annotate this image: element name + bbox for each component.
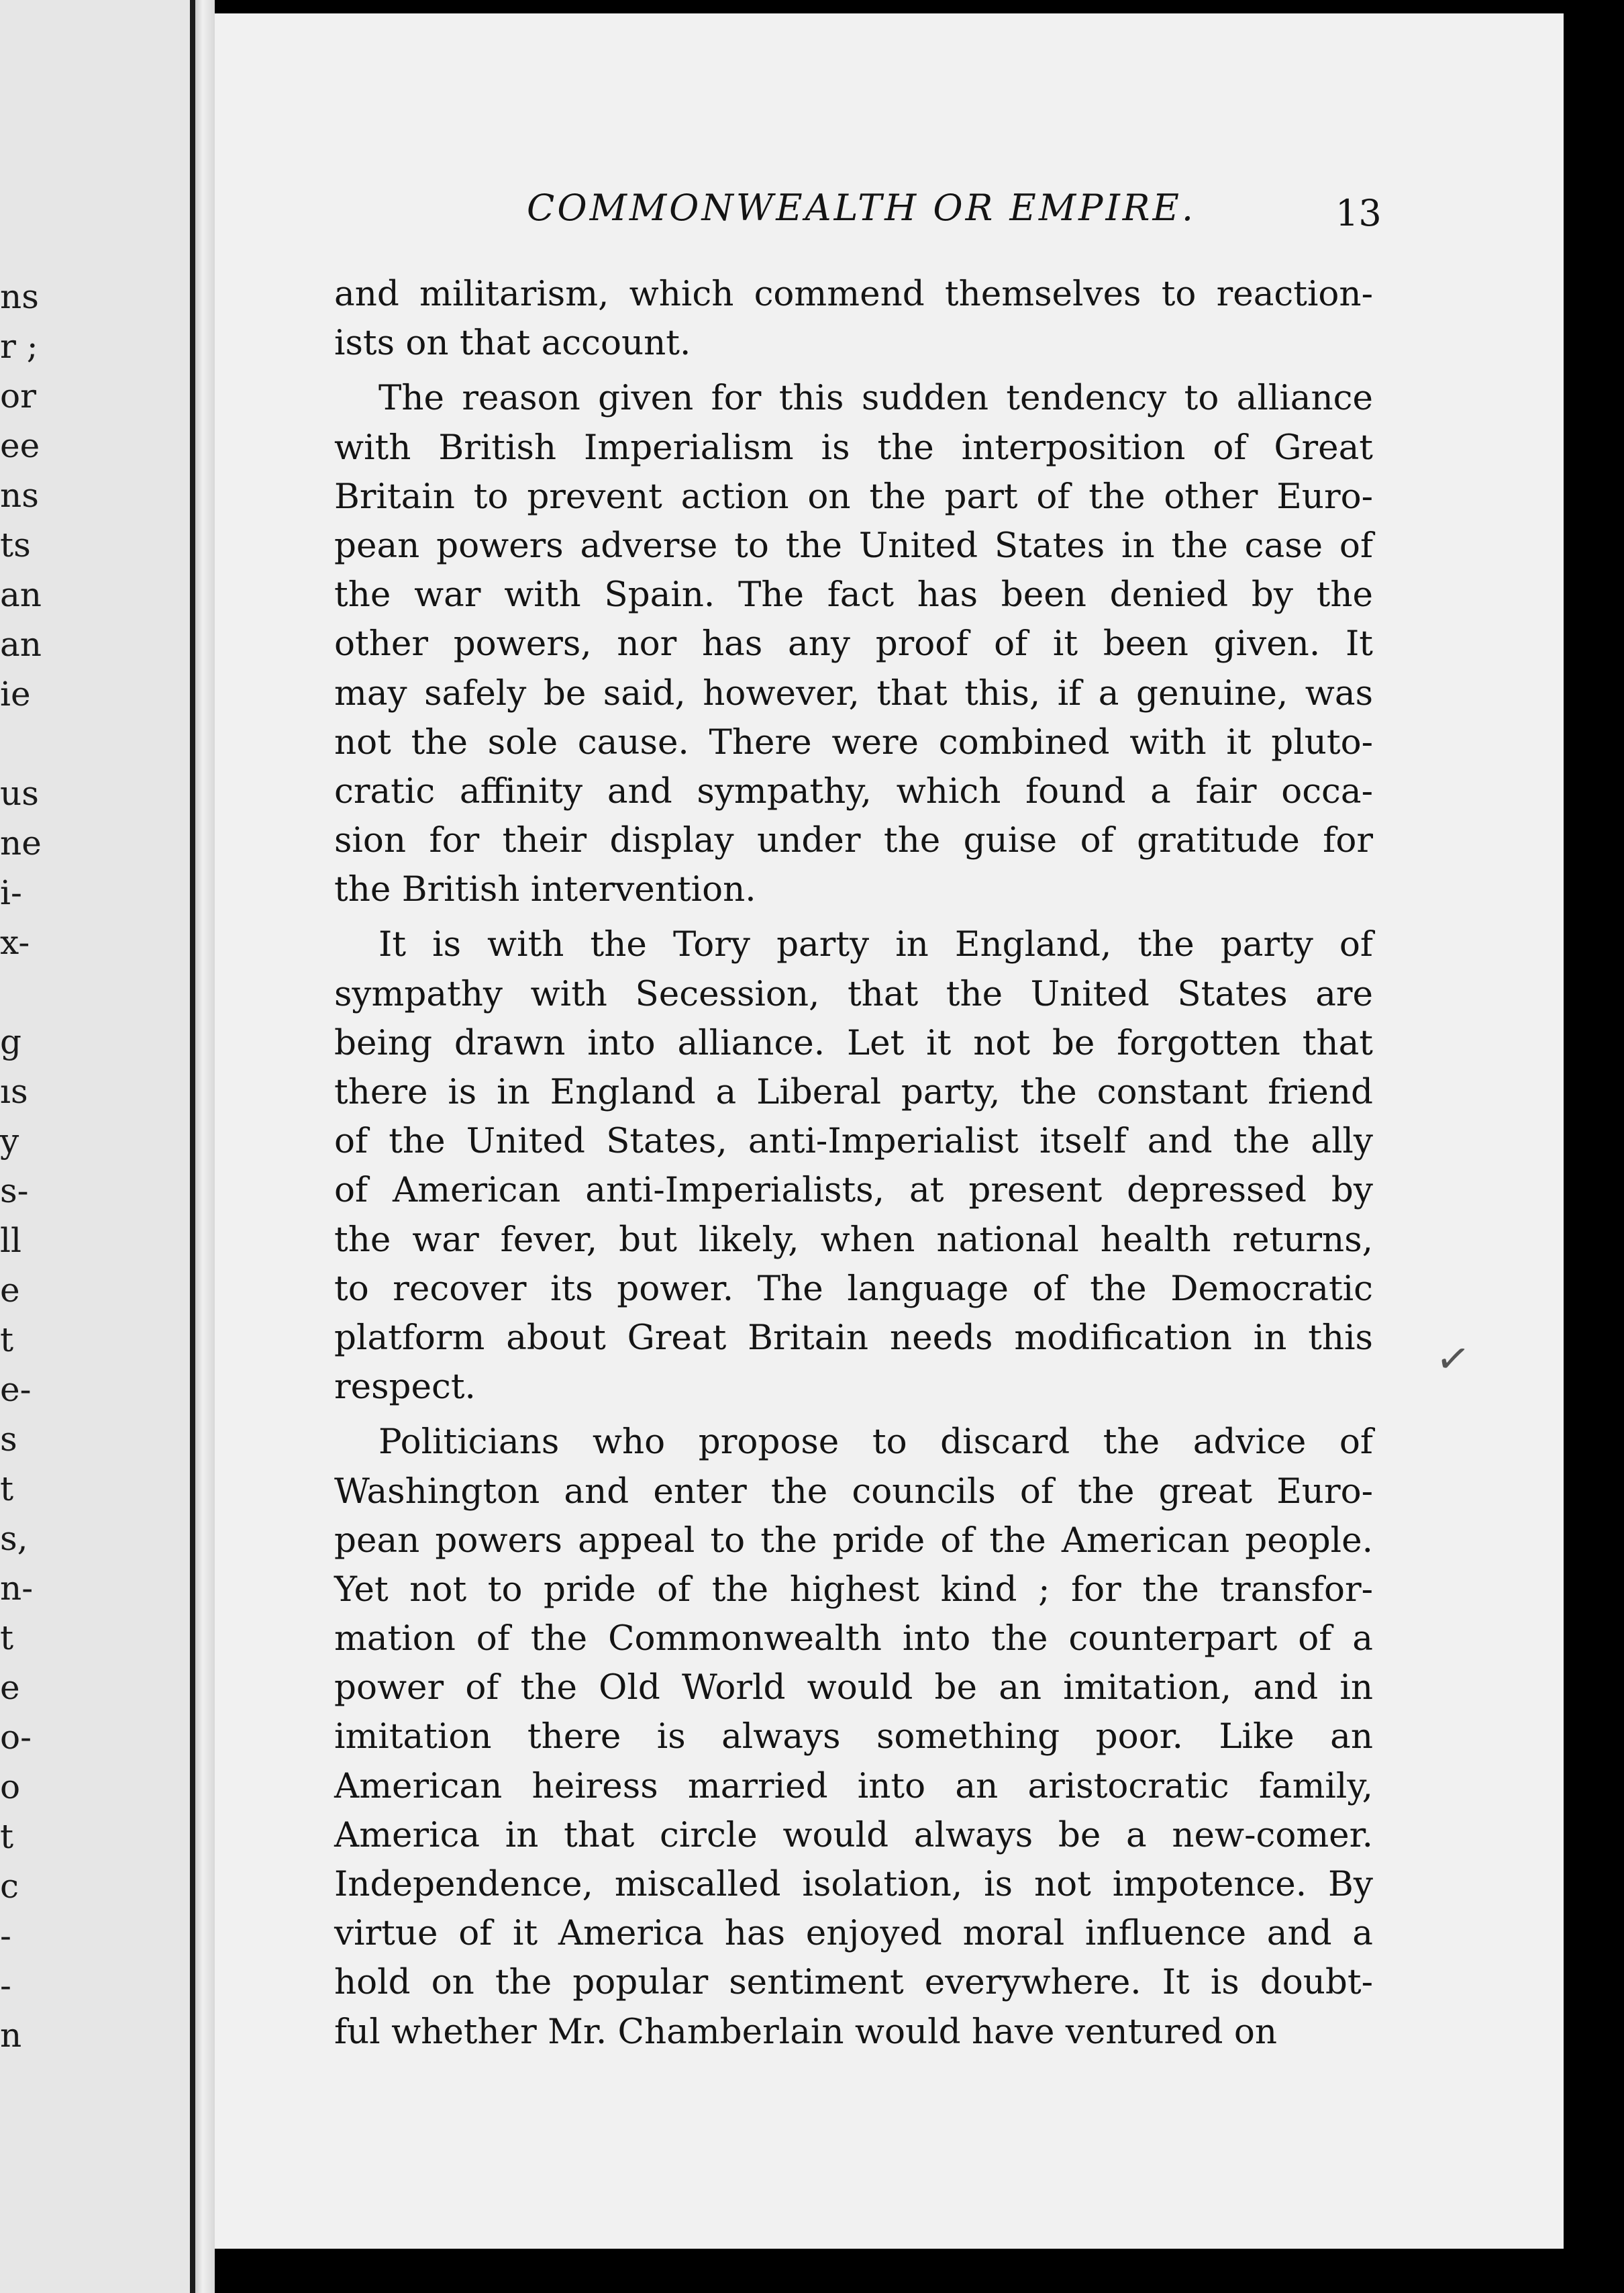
left-fragment: x- <box>0 923 30 962</box>
text-line: Britain to prevent action on the part of the other Euro- <box>334 476 1373 517</box>
paragraph <box>334 270 1373 368</box>
left-fragment: us <box>0 774 39 813</box>
paragraph-gap <box>334 368 1373 374</box>
text-line: It is with the Tory party in England, the party of <box>378 924 1373 965</box>
left-fragment: r ; <box>0 327 38 366</box>
paragraph <box>334 920 1373 1412</box>
left-fragment: n <box>0 2016 22 2055</box>
gutter-shadow-line <box>190 0 195 2293</box>
left-fragment: e- <box>0 1370 32 1409</box>
text-line: Independence, miscalled isolation, is not impotence. By <box>334 1864 1373 1904</box>
paragraph <box>334 1418 1373 2056</box>
text-line: of American anti-Imperialists, at present depressed by <box>334 1170 1373 1211</box>
text-line: ists on that account. <box>334 323 691 364</box>
left-fragment: or <box>0 377 37 416</box>
paragraph-gap <box>334 914 1373 920</box>
left-fragment: o- <box>0 1718 32 1757</box>
text-line: may safely be said, however, that this, if a genuine, was <box>334 673 1373 714</box>
left-fragment <box>0 967 42 1017</box>
text-line: other powers, nor has any proof of it been given. It <box>334 624 1373 665</box>
left-fragment: t <box>0 1817 14 1856</box>
left-fragment: e <box>0 1668 20 1707</box>
text-line: platform about Great Britain needs modification in this <box>334 1317 1373 1358</box>
left-fragment <box>0 719 42 769</box>
left-fragment: - <box>0 1916 11 1955</box>
left-fragment: - <box>0 1966 11 2005</box>
text-line: of the United States, anti-Imperialist itself and the ally <box>334 1121 1373 1162</box>
text-line: The reason given for this sudden tendency to alliance <box>378 378 1373 419</box>
left-fragment: s- <box>0 1171 29 1210</box>
text-line: being drawn into alliance. Let it not be forgotten that <box>334 1022 1373 1063</box>
text-line: and militarism, which commend themselves to reaction- <box>334 274 1373 314</box>
left-fragment: i- <box>0 873 22 912</box>
left-fragment: s, <box>0 1519 28 1558</box>
paragraph <box>334 374 1373 914</box>
left-fragment: o <box>0 1767 21 1806</box>
left-page <box>0 0 195 2293</box>
body-text <box>334 270 1373 2057</box>
page-number: 13 <box>1335 192 1382 234</box>
text-line: power of the Old World would be an imitation, and in <box>334 1667 1373 1708</box>
left-fragment: ns <box>0 277 39 316</box>
left-fragment: t <box>0 1320 14 1359</box>
left-fragment: n- <box>0 1569 34 1608</box>
left-fragment: t <box>0 1618 14 1657</box>
text-line: Yet not to pride of the highest kind ; for the transfor- <box>334 1569 1373 1610</box>
text-line: to recover its power. The language of the Democratic <box>334 1268 1373 1309</box>
left-fragment: ts <box>0 526 31 565</box>
text-line: not the sole cause. There were combined with it pluto- <box>334 722 1373 763</box>
text-line: imitation there is always something poor. Like an <box>334 1716 1373 1757</box>
text-line: ful whether Mr. Chamberlain would have ventured on <box>334 2011 1278 2052</box>
text-line: pean powers appeal to the pride of the American people. <box>334 1520 1373 1561</box>
text-line: sympathy with Secession, that the United States are <box>334 973 1373 1014</box>
margin-checkmark: ✓ <box>1433 1333 1473 1385</box>
running-head: COMMONWEALTH OR EMPIRE. <box>527 187 1197 229</box>
left-fragment: e <box>0 1271 20 1310</box>
left-fragment: an <box>0 575 42 614</box>
text-line: cratic affinity and sympathy, which found a fair occa- <box>334 771 1373 812</box>
text-line: respect. <box>334 1367 476 1408</box>
text-line: Politicians who propose to discard the advice of <box>378 1422 1373 1463</box>
paragraph-gap <box>334 1412 1373 1418</box>
left-fragment: s <box>0 1420 17 1459</box>
left-fragment: g <box>0 1022 22 1061</box>
text-line: sion for their display under the guise of gratitude for <box>334 820 1373 861</box>
left-page-text-fragments <box>0 272 42 2060</box>
left-fragment: ns <box>0 476 39 515</box>
text-line: American heiress married into an aristocratic family, <box>334 1765 1373 1806</box>
text-line: Washington and enter the councils of the great Euro- <box>334 1471 1373 1512</box>
text-line: there is in England a Liberal party, the constant friend <box>334 1072 1373 1112</box>
text-line: the British intervention. <box>334 869 756 910</box>
left-fragment: ne <box>0 824 42 863</box>
left-fragment: t <box>0 1469 14 1508</box>
left-fragment: ll <box>0 1221 21 1260</box>
text-line: the war fever, but likely, when national health returns, <box>334 1219 1373 1260</box>
text-line: pean powers adverse to the United States in the case of <box>334 525 1373 566</box>
left-fragment: y <box>0 1122 19 1161</box>
text-line: the war with Spain. The fact has been denied by the <box>334 575 1373 616</box>
left-fragment: ee <box>0 426 40 465</box>
text-line: mation of the Commonwealth into the counterpart of a <box>334 1618 1373 1659</box>
left-fragment: an <box>0 625 42 664</box>
scan-background-edge <box>1564 0 1624 2293</box>
book-gutter <box>195 0 215 2293</box>
text-line: virtue of it America has enjoyed moral influence and a <box>334 1913 1373 1954</box>
left-fragment: ie <box>0 675 31 714</box>
text-line: with British Imperialism is the interposition of Great <box>334 427 1373 468</box>
text-line: hold on the popular sentiment everywhere. It is doubt- <box>334 1962 1373 2003</box>
left-fragment: c <box>0 1867 19 1906</box>
text-line: America in that circle would always be a new-comer. <box>334 1814 1373 1855</box>
left-fragment: ıs <box>0 1072 28 1111</box>
